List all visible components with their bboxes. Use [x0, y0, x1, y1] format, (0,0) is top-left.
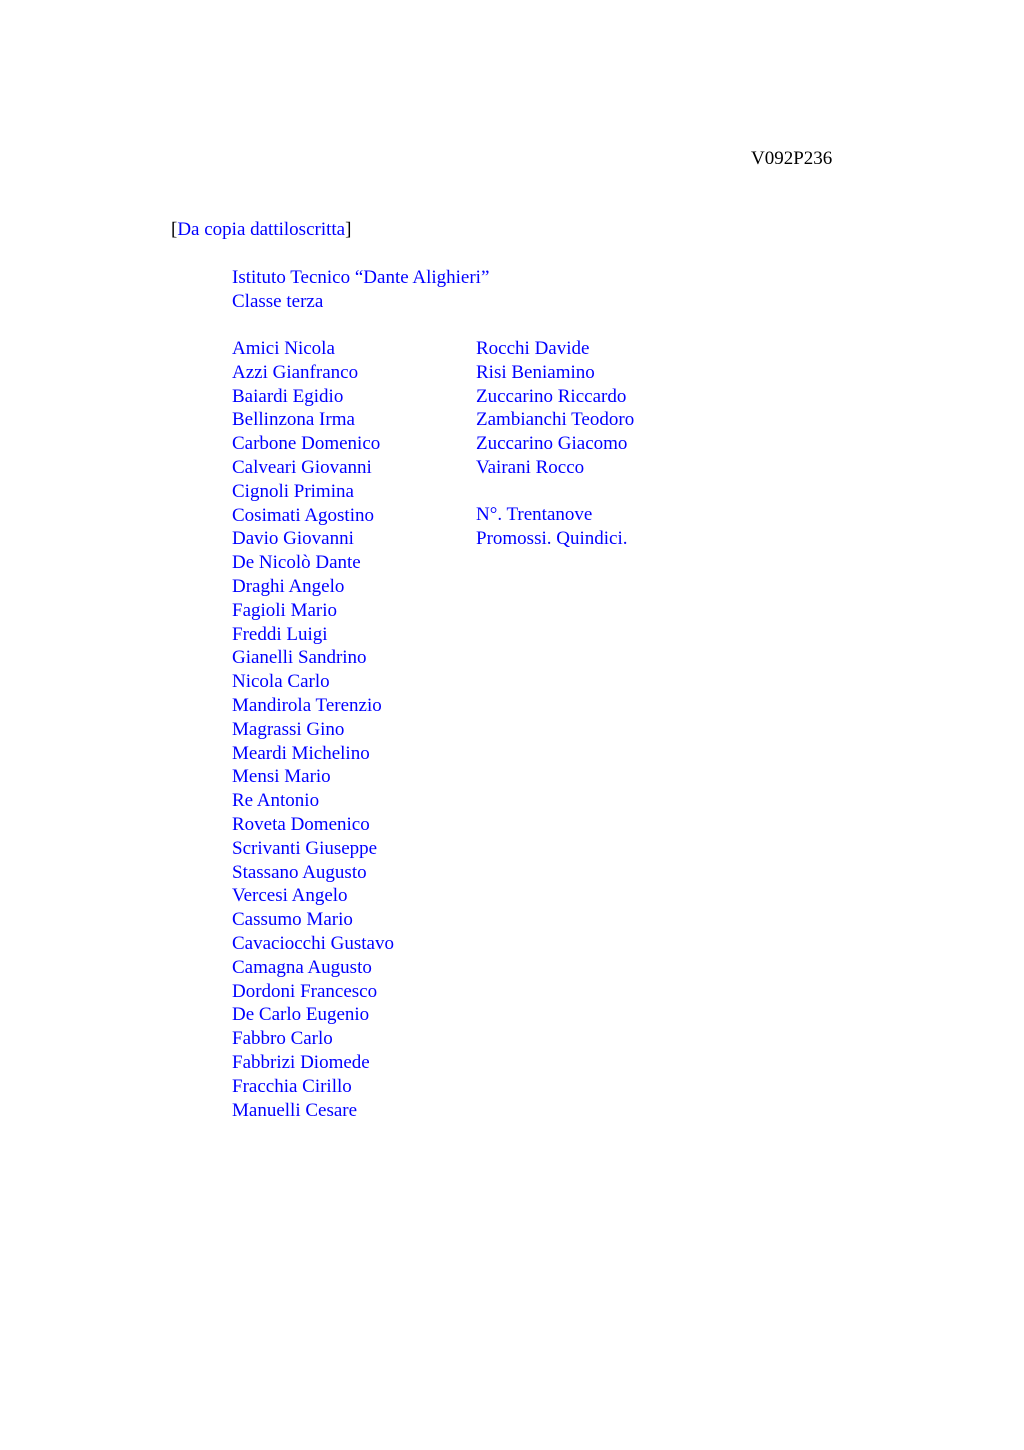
- student-name: Fabbrizi Diomede: [232, 1051, 370, 1073]
- student-name: Fagioli Mario: [232, 599, 338, 621]
- student-name: Cosimati Agostino: [232, 504, 374, 526]
- student-name: Fracchia Cirillo: [232, 1075, 352, 1097]
- promoted-count: Promossi. Quindici.: [476, 527, 628, 549]
- student-name: Nicola Carlo: [232, 671, 330, 693]
- student-name: De Carlo Eugenio: [232, 1004, 370, 1026]
- source-note: [171, 218, 351, 242]
- student-name: Manuelli Cesare: [232, 1099, 358, 1121]
- close-bracket: ]: [345, 219, 352, 240]
- header-block: [232, 266, 489, 314]
- student-name: Risi Beniamino: [476, 361, 595, 383]
- student-name: Vercesi Angelo: [232, 885, 348, 907]
- student-name: Meardi Michelino: [232, 742, 370, 764]
- source-note-text: Da copia dattiloscritta: [177, 219, 346, 240]
- student-name: Zuccarino Giacomo: [476, 433, 628, 455]
- student-name: Re Antonio: [232, 790, 320, 812]
- student-name: Baiardi Egidio: [232, 385, 344, 407]
- student-name: Vairani Rocco: [476, 456, 585, 478]
- student-name: Freddi Luigi: [232, 623, 328, 645]
- open-bracket: [: [171, 219, 178, 240]
- student-name: Draghi Angelo: [232, 575, 345, 597]
- class-name: Classe terza: [232, 290, 324, 312]
- student-name: Davio Giovanni: [232, 528, 354, 550]
- student-name: Carbone Domenico: [232, 433, 381, 455]
- student-name: Cavaciocchi Gustavo: [232, 932, 394, 954]
- students-left-column: [232, 337, 394, 1122]
- total-count: N°. Trentanove: [476, 504, 593, 525]
- student-name: Mandirola Terenzio: [232, 694, 382, 716]
- student-name: Zambianchi Teodoro: [476, 409, 635, 431]
- student-name: Scrivanti Giuseppe: [232, 837, 378, 859]
- student-name: Roveta Domenico: [232, 813, 370, 835]
- student-name: Amici Nicola: [232, 338, 335, 359]
- student-name: Cignoli Primina: [232, 480, 354, 502]
- student-name: Bellinzona Irma: [232, 409, 355, 431]
- student-name: De Nicolò Dante: [232, 552, 361, 574]
- student-name: Magrassi Gino: [232, 718, 345, 740]
- summary-block: [476, 503, 627, 551]
- student-name: Azzi Gianfranco: [232, 361, 359, 383]
- student-name: Stassano Augusto: [232, 861, 367, 883]
- page-code: V092P236: [751, 148, 833, 169]
- student-name: Rocchi Davide: [476, 338, 590, 359]
- student-name: Camagna Augusto: [232, 956, 372, 978]
- students-right-column: [476, 337, 634, 480]
- student-name: Gianelli Sandrino: [232, 647, 367, 669]
- student-name: Cassumo Mario: [232, 909, 353, 931]
- student-name: Fabbro Carlo: [232, 1028, 333, 1050]
- student-name: Calveari Giovanni: [232, 456, 372, 478]
- institute-name: Istituto Tecnico “Dante Alighieri”: [232, 267, 490, 288]
- student-name: Dordoni Francesco: [232, 980, 378, 1002]
- student-name: Zuccarino Riccardo: [476, 385, 627, 407]
- student-name: Mensi Mario: [232, 766, 331, 788]
